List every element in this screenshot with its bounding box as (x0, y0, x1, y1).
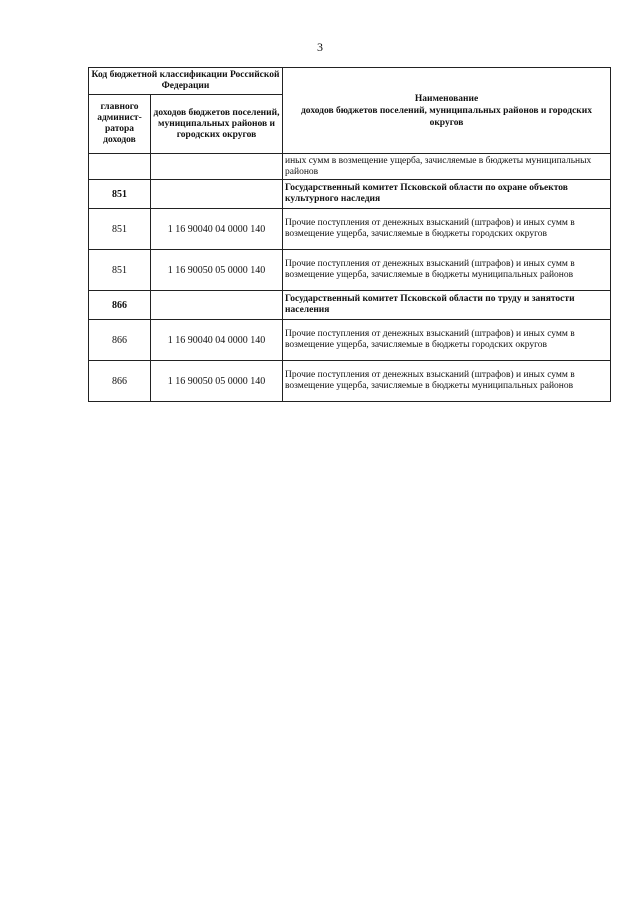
budget-code-cell: 1 16 90040 04 0000 140 (151, 209, 283, 250)
budget-code-cell (151, 180, 283, 209)
income-name-cell: Прочие поступления от денежных взысканий (штрафов) и иных сумм в возмещение ущерба, зачисляемые в бюджеты муниципальных районов (283, 361, 611, 402)
budget-classification-table (88, 67, 611, 402)
table-body (89, 154, 611, 402)
admin-code-cell (89, 154, 151, 180)
table-row (89, 154, 611, 180)
table-row (89, 291, 611, 320)
header-name-title: Наименование (414, 93, 479, 104)
admin-code-cell: 851 (89, 250, 151, 291)
header-classification-code: Код бюджетной классификации Российской Федерации (89, 68, 283, 95)
admin-code-cell: 866 (89, 361, 151, 402)
table-row (89, 361, 611, 402)
income-name-cell: Государственный комитет Псковской области по охране объектов культурного наследия (283, 180, 611, 209)
header-name-subtitle: доходов бюджетов поселений, муниципальных районов и городских округов (301, 105, 593, 128)
budget-code-cell (151, 154, 283, 180)
income-name-cell: Государственный комитет Псковской области по труду и занятости населения (283, 291, 611, 320)
table-row (89, 209, 611, 250)
income-name-cell: Прочие поступления от денежных взысканий (штрафов) и иных сумм в возмещение ущерба, зачисляемые в бюджеты городских округов (283, 320, 611, 361)
budget-code-cell: 1 16 90050 05 0000 140 (151, 361, 283, 402)
table-header (89, 68, 611, 154)
page-number: 3 (317, 40, 323, 54)
budget-code-cell (151, 291, 283, 320)
table-row (89, 180, 611, 209)
header-code-column: доходов бюджетов поселений, муниципальных районов и городских округов (151, 95, 283, 154)
income-name-cell: Прочие поступления от денежных взысканий (штрафов) и иных сумм в возмещение ущерба, зачисляемые в бюджеты муниципальных районов (283, 250, 611, 291)
income-name-cell: иных сумм в возмещение ущерба, зачисляемые в бюджеты муниципальных районов (283, 154, 611, 180)
budget-code-cell: 1 16 90040 04 0000 140 (151, 320, 283, 361)
header-admin-column: главного админист-ратора доходов (89, 95, 151, 154)
header-name-cell (283, 68, 611, 154)
income-name-cell: Прочие поступления от денежных взысканий (штрафов) и иных сумм в возмещение ущерба, зачисляемые в бюджеты городских округов (283, 209, 611, 250)
admin-code-cell: 866 (89, 320, 151, 361)
budget-code-cell: 1 16 90050 05 0000 140 (151, 250, 283, 291)
table-row (89, 250, 611, 291)
table-row (89, 320, 611, 361)
admin-code-cell: 866 (89, 291, 151, 320)
admin-code-cell: 851 (89, 180, 151, 209)
admin-code-cell: 851 (89, 209, 151, 250)
